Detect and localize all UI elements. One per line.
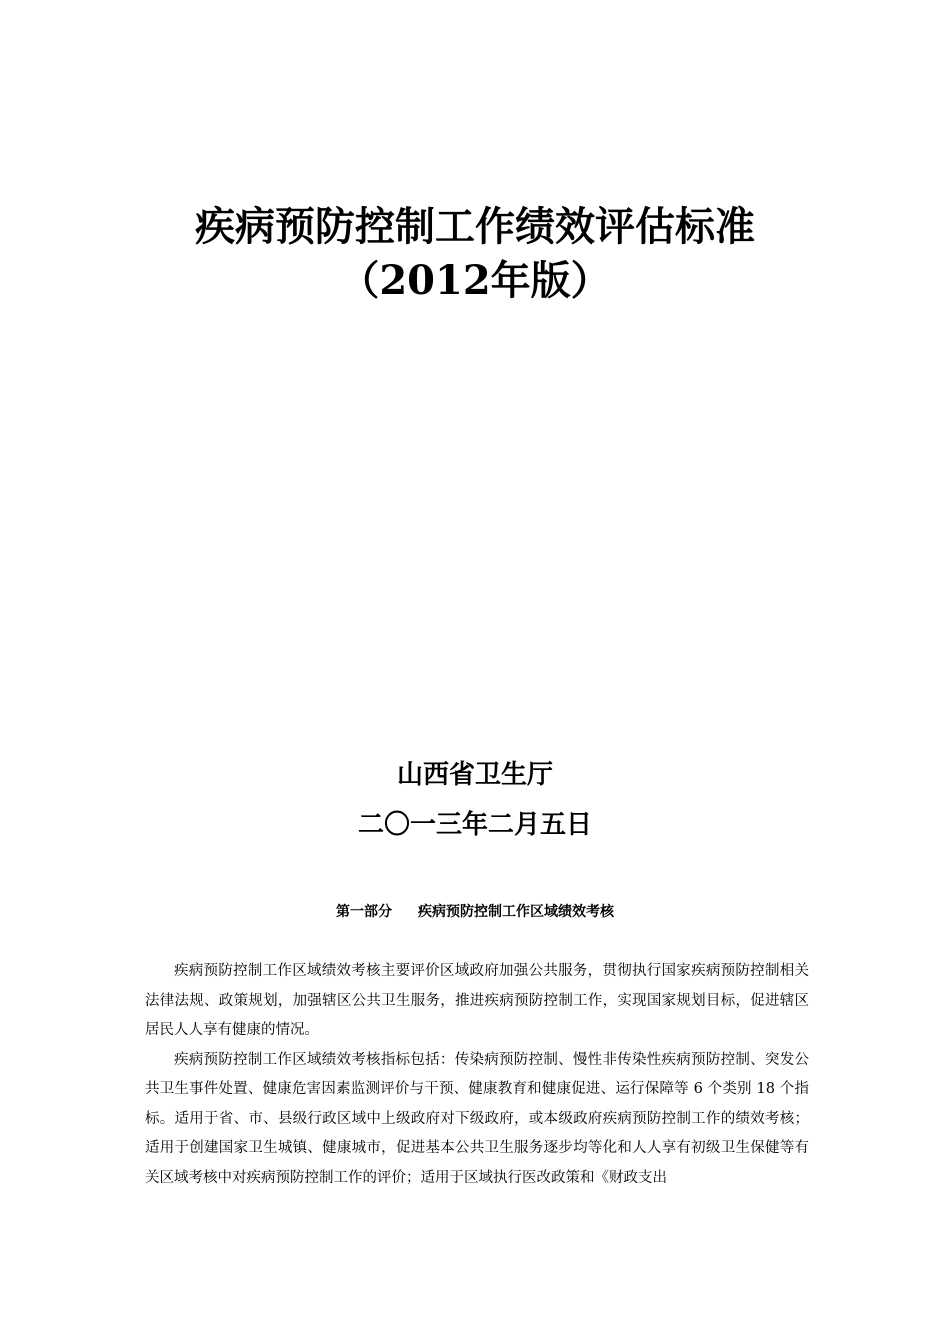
issuer-block <box>0 752 950 848</box>
document-edition: （2012年版） <box>339 257 611 304</box>
paragraph: 疾病预防控制工作区域绩效考核指标包括：传染病预防控制、慢性非传染性疾病预防控制、突发公共卫生事件处置、健康危害因素监测评价与干预、健康教育和健康促进、运行保障等 6 个类别 18 个指标。适用于省、市、县级行政区域中上级政府对下级政府，或本级政府疾病预防控制工作的绩效考核；适用于创建国家卫生城镇、健康城市，促进基本公共卫生服务逐步均等化和人人享有初级卫生保健等有关区域考核中对疾病预防控制工作的评价；适用于区域执行医改政策和《财政支出 <box>145 1051 809 1186</box>
section-title: 疾病预防控制工作区域绩效考核 <box>418 904 614 920</box>
body-text <box>145 957 809 1193</box>
document-title: 疾病预防控制工作绩效评估标准 <box>195 203 755 250</box>
paragraph: 疾病预防控制工作区域绩效考核主要评价区域政府加强公共服务，贯彻执行国家疾病预防控制相关法律法规、政策规划，加强辖区公共卫生服务，推进疾病预防控制工作，实现国家规划目标，促进辖区居民人人享有健康的情况。 <box>145 963 809 1038</box>
cover-title <box>0 200 950 308</box>
issuer-name: 山西省卫生厅 <box>396 760 553 790</box>
section-part-label: 第一部分 <box>336 904 392 920</box>
issue-date: 二〇一三年二月五日 <box>357 810 592 840</box>
section-heading <box>0 900 950 924</box>
